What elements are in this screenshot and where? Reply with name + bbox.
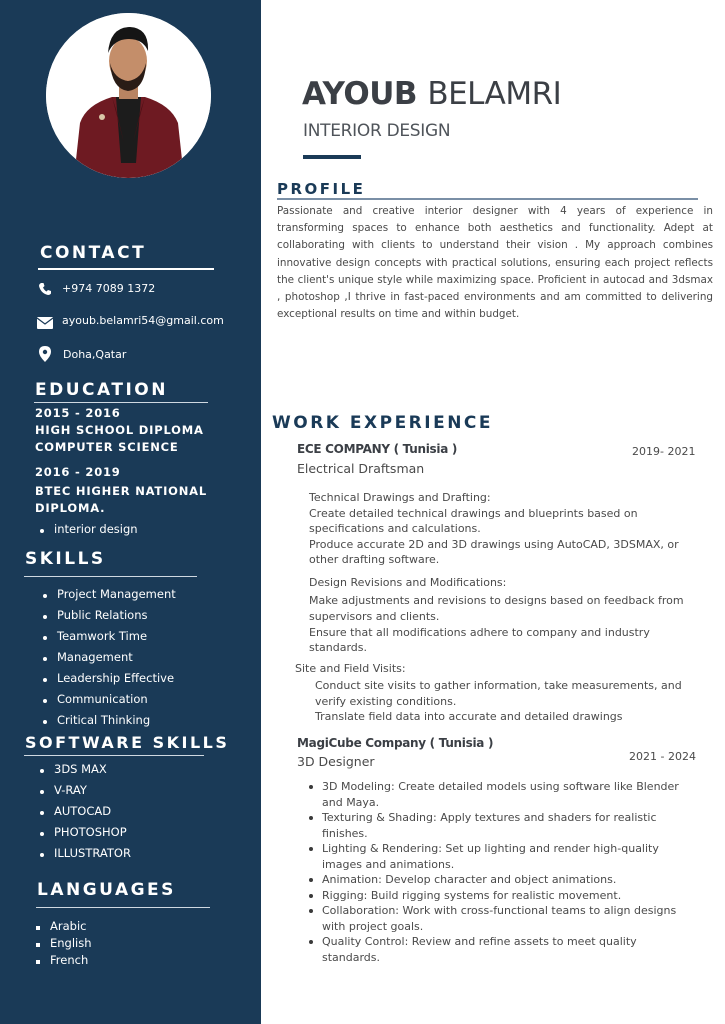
title-accent-bar [303,155,361,159]
job1-dates: 2019- 2021 [632,445,696,458]
job1-line: other drafting software. [309,553,440,566]
list-item: Management [41,650,176,671]
first-name: AYOUB [302,76,418,112]
education-heading: EDUCATION [35,380,168,400]
job1-section-title: Technical Drawings and Drafting: [309,491,491,504]
job1-line: standards. [309,641,368,654]
education-field-1: COMPUTER SCIENCE [35,440,179,454]
job-title: INTERIOR DESIGN [303,121,451,141]
list-item: Lighting & Rendering: Set up lighting and render high-quality images and animations. [306,841,681,872]
list-item: 3D Modeling: Create detailed models using software like Blender and Maya. [306,779,681,810]
list-item: 3DS MAX [38,762,131,783]
list-item: Public Relations [41,608,176,629]
list-item: Leadership Effective [41,671,176,692]
list-item: Animation: Develop character and object animations. [306,872,681,888]
list-item: AUTOCAD [38,804,131,825]
job1-line: supervisors and clients. [309,610,440,623]
contact-divider [38,268,214,270]
profile-text: Passionate and creative interior designer with 4 years of experience in transforming spaces to enhance both aesthetics and functionality. Adept at collaborating with clients to understand their vision . My approach combines innovative design concepts with practical solutions, ensuring each project reflects the client's unique style while maximizing space. Proficient in autocad and 3dsmax , photoshop ,I thrive in fast-paced environments and am committed to delivering exceptional results on time and within budget. [277,205,713,321]
education-years-1: 2015 - 2016 [35,406,121,420]
contact-phone: +974 7089 1372 [62,282,156,295]
job2-role: 3D Designer [297,754,375,769]
education-degree-2-cont: DIPLOMA. [35,501,106,515]
list-item: Critical Thinking [41,713,176,734]
contact-heading: CONTACT [40,243,147,263]
job1-line: verify existing conditions. [315,695,457,708]
location-pin-icon [39,346,51,366]
contact-location: Doha,Qatar [63,348,127,361]
education-bullets [38,522,138,536]
job1-role: Electrical Draftsman [297,461,425,476]
last-name: BELAMRI [427,76,562,112]
list-item: French [34,953,92,970]
languages-heading: LANGUAGES [37,880,176,900]
job1-line: Conduct site visits to gather information, take measurements, and [315,679,682,692]
education-degree-1: HIGH SCHOOL DIPLOMA [35,423,204,437]
job1-line: Produce accurate 2D and 3D drawings using AutoCAD, 3DSMAX, or [309,538,679,551]
job2-duties [306,779,681,965]
skills-heading: SKILLS [25,549,106,569]
job1-line: specifications and calculations. [309,522,481,535]
job2-company: MagiCube Company ( Tunisia ) [297,736,494,750]
job1-line: Create detailed technical drawings and blueprints based on [309,507,638,520]
email-icon [37,314,53,333]
phone-icon [38,281,52,300]
list-item: Texturing & Shading: Apply textures and shaders for realistic finishes. [306,810,681,841]
list-item: English [34,936,92,953]
software-heading: SOFTWARE SKILLS [25,733,230,752]
job1-line: Ensure that all modifications adhere to company and industry [309,626,650,639]
skills-divider [24,576,197,577]
list-item: Rigging: Build rigging systems for realistic movement. [306,888,681,904]
profile-photo [46,13,211,178]
skills-list [41,587,176,734]
list-item: Collaboration: Work with cross-functional teams to align designs with project goals. [306,903,681,934]
languages-list [34,919,92,970]
job1-line: Make adjustments and revisions to designs based on feedback from [309,594,684,607]
list-item: Project Management [41,587,176,608]
list-item: ILLUSTRATOR [38,846,131,867]
profile-heading: PROFILE [277,180,366,198]
job1-section-title: Design Revisions and Modifications: [309,576,507,589]
job1-section-title: Site and Field Visits: [295,662,406,675]
job2-dates: 2021 - 2024 [629,750,696,763]
education-degree-2: BTEC HIGHER NATIONAL [35,484,207,498]
job1-line: Translate field data into accurate and detailed drawings [315,710,623,723]
list-item: Communication [41,692,176,713]
languages-divider [36,907,210,908]
education-years-2: 2016 - 2019 [35,465,121,479]
contact-email[interactable]: ayoub.belamri54@gmail.com [62,314,224,327]
list-item: Teamwork Time [41,629,176,650]
list-item: Quality Control: Review and refine assets to meet quality standards. [306,934,681,965]
work-heading: WORK EXPERIENCE [272,413,494,433]
person-name [302,76,561,112]
profile-divider [277,198,698,200]
list-item: V-RAY [38,783,131,804]
education-divider [34,402,208,403]
list-item: interior design [38,522,138,536]
list-item: PHOTOSHOP [38,825,131,846]
software-divider [24,755,204,756]
list-item: Arabic [34,919,92,936]
software-list [38,762,131,867]
job1-company: ECE COMPANY ( Tunisia ) [297,442,458,456]
